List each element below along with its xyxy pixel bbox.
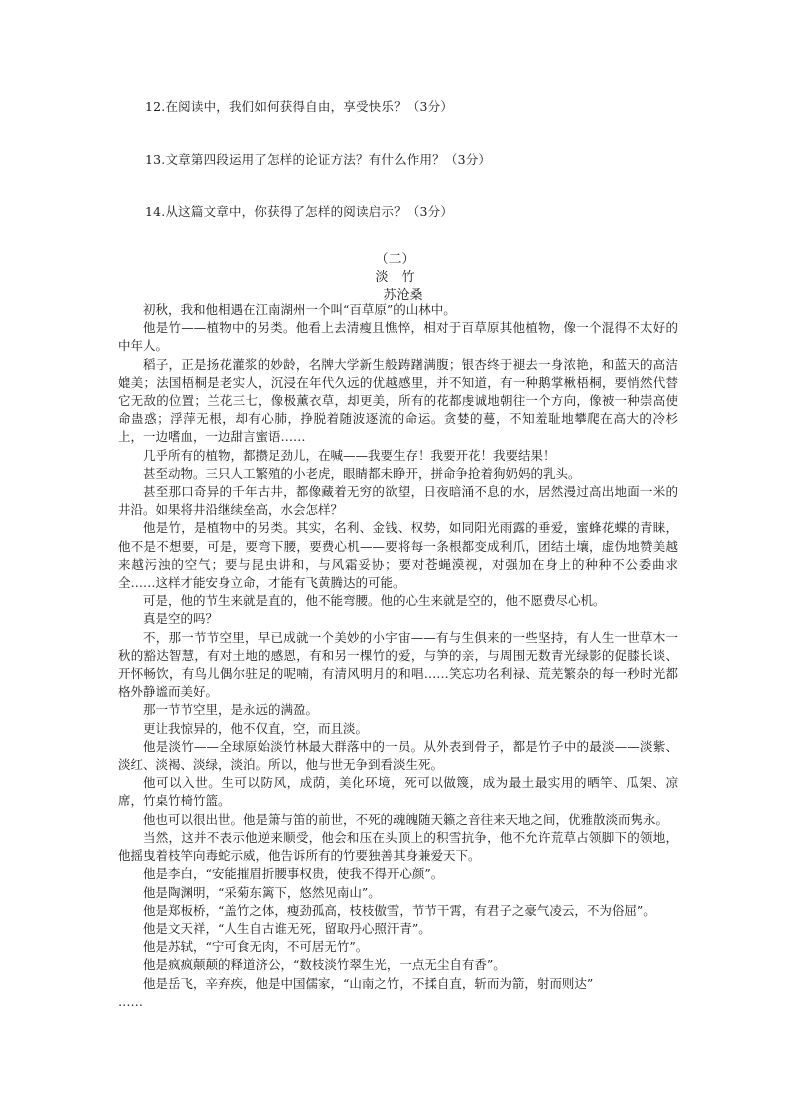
question-13: 13.文章第四段运用了怎样的论证方法？有什么作用？（3分） (145, 152, 492, 167)
ellipsis: …… (118, 993, 143, 1009)
paragraph: 稻子，正是扬花灌浆的妙龄，名牌大学新生般踌躇满腹；银杏终于褪去一身浓艳，和蓝天的高洁媲美；法国梧桐是老实人，沉浸在年代久远的优越感里，并不知道，有一种鹅掌楸梧桐，要悄然代替它无敌的位置；兰花三七，像极薰衣草，却更美，所有的花都虔诚地朝往一个方向，像被一种崇高使命蛊惑；浮萍无根，却有心肺，挣脱着随波逐流的命运。贪婪的蔓，不知羞耻地攀爬在高大的冷杉上，一边嗜血，一边甜言蜜语…… (118, 356, 678, 445)
paragraph: 他可以入世。生可以防风，成荫，美化环境，死可以做篾，成为最土最实用的晒竿、瓜架、凉席，竹桌竹椅竹篮。 (118, 775, 678, 809)
article-title: 淡 竹 (375, 270, 415, 285)
paragraph: 他是岳飞，辛弃疾，他是中国儒家，“山南之竹，不揉自直，斩而为箭，射而则达” (143, 975, 594, 991)
paragraph: 他是苏轼，“宁可食无肉，不可居无竹”。 (143, 939, 369, 955)
question-12: 12.在阅读中，我们如何获得自由，享受快乐？（3分） (145, 99, 454, 114)
paragraph: 可是，他的节生来就是直的，他不能弯腰。他的心生来就是空的，他不愿费尽心机。 (143, 593, 606, 609)
question-14: 14.从这篇文章中，你获得了怎样的阅读启示？（3分） (145, 204, 454, 219)
paragraph: 初秋，我和他相遇在江南湖州一个叫“百草原”的山林中。 (143, 302, 456, 317)
article-body (118, 301, 678, 1011)
paragraph: 他也可以很出世。他是箫与笛的前世，不死的魂魄随天籁之音往来天地之间，优雅散淡而隽永。 (143, 811, 669, 827)
paragraph: 他是陶渊明，“采菊东篱下，悠然见南山”。 (143, 884, 381, 900)
paragraph: 他是竹——植物中的另类。他看上去清瘦且憔悴，相对于百草原其他植物，像一个混得不太好的中年人。 (118, 320, 678, 354)
paragraph: 他是李白，“安能摧眉折腰事权贵，使我不得开心颜”。 (143, 866, 444, 882)
paragraph: 几乎所有的植物，都攒足劲儿，在喊——我要生存！我要开花！我要结果！ (143, 447, 556, 463)
paragraph: 他是疯疯颠颠的释道济公，“数枝淡竹翠生光，一点无尘自有香”。 (143, 957, 506, 973)
article-author: 苏沧桑 (383, 288, 423, 303)
paragraph: 当然，这并不表示他逆来顺受，他会和压在头顶上的积雪抗争，他不允许荒草占领脚下的领地，他摇曳着枝竿向毒蛇示威，他告诉所有的竹要独善其身兼爱天下。 (118, 829, 678, 864)
paragraph: 他是淡竹——全球原始淡竹林最大群落中的一员。从外表到骨子，都是竹子中的最淡——淡紫、淡红、淡褐、淡绿，淡泊。所以，他与世无争到看淡生死。 (118, 738, 678, 773)
paragraph: 甚至动物。三只人工繁殖的小老虎，眼睛都未睁开，拼命争抢着狗奶妈的乳头。 (143, 465, 581, 481)
section-number: （二） (375, 252, 415, 267)
paragraph: 更让我惊异的，他不仅直，空，而且淡。 (143, 720, 369, 736)
paragraph: 不，那一节节空里，早已成就一个美妙的小宇宙——有与生俱来的一些坚持，有人生一世草木一秋的豁达智慧，有对土地的感恩，有和另一棵竹的爱，与笋的亲，与周围无数青光绿影的促膝长谈、开怀畅饮，有鸟儿偶尔驻足的呢喃，有清风明月的和唱……笑忘功名利禄、荒芜繁杂的每一秒时光都格外静谧而美好。 (118, 629, 678, 700)
paragraph: 真是空的吗？ (143, 611, 219, 627)
paragraph: 甚至那口奇异的千年古井，都像藏着无穷的欲望，日夜暗涌不息的水，居然漫过高出地面一米的井沿。如果将井沿继续垒高，水会怎样？ (118, 484, 678, 518)
paragraph: 那一节节空里，是永远的满盈。 (143, 702, 319, 718)
paragraph: 他是文天祥，“人生自古谁无死，留取丹心照汗青”。 (143, 920, 431, 936)
paragraph: 他是郑板桥，“盖竹之体，瘦劲孤高，枝枝傲雪，节节干霄，有君子之豪气凌云，不为俗屈”。 (143, 902, 656, 918)
paragraph: 他是竹，是植物中的另类。其实，名利、金钱、权势，如同阳光雨露的垂爱，蜜蜂花蝶的青睐，他不是不想要，可是，要弯下腰，要费心机——要将每一条根都变成利爪，团结土壤，虚伪地赞美越来越污浊的空气；要与昆虫讲和，与风霜妥协；要对苍蝇漠视，对强加在身上的种种不公委曲求全……这样才能安身立命，才能有飞黄腾达的可能。 (118, 520, 678, 591)
